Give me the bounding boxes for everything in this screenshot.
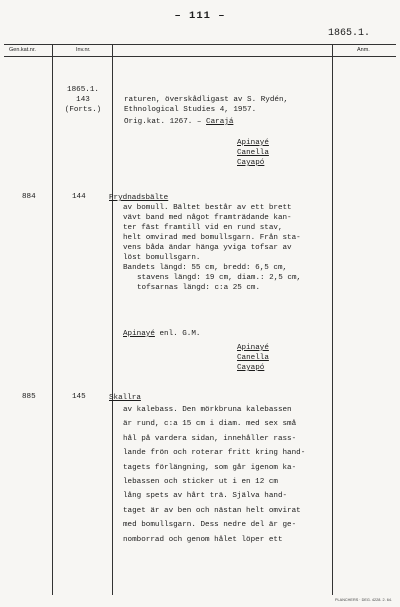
entry-1-tribes [237,138,269,168]
column-header-anm: Anm. [357,47,370,53]
entry-3-text [109,393,305,547]
entry-1-text [124,95,288,127]
entry-2-text-line: Bandets längd: 55 cm, bredd: 6,5 cm, [123,264,288,272]
orig-tribe: Carajá [206,118,234,126]
header-rule-bottom [4,56,396,57]
tribe-name: Cayapó [237,159,265,167]
entry-2-text-line: stavens längd: 19 cm, diam.: 2,5 cm, [137,274,302,282]
entry-1-inv-line: (Forts.) [64,106,102,114]
tribe-name: Apinayé [237,344,269,352]
entry-2-text-line: löst bomullsgarn. [123,254,201,262]
entry-2-text-line: ter fäst framtill vid en rund stav, [123,224,283,232]
entry-2-inv: 144 [72,193,86,201]
header-rule-top [4,44,396,45]
tribe-name: Apinayé [237,139,269,147]
tribe-name: Canella [237,354,269,362]
entry-3-text-line: taget är av ben och nästan helt omvirat [123,506,301,515]
entry-2-attribution [123,329,200,339]
entry-2-text-line: vens båda ändar hänga yviga tofsar av [123,244,292,252]
entry-2-title: Prydnadsbälte [109,194,169,202]
tribe-name: Canella [237,149,269,157]
printer-imprint: PLANCHERS · DEG. 4228. 2. 64. [335,598,392,602]
attribution-tribe: Apinayé [123,330,155,338]
column-divider-1 [52,44,53,595]
attribution-source: enl. G.M. [154,330,201,338]
tribe-name: Cayapó [237,364,265,372]
column-divider-3 [332,44,333,595]
entry-3-text-line: lebassen och sticker ut i en 12 cm [123,478,278,487]
entry-2-description [109,203,301,293]
entry-1-inv-line: 1865.1. [67,86,99,94]
column-header-gen-kat: Gen.kat.nr. [9,47,36,53]
entry-3-text-line: är rund, c:a 15 cm i diam. med sex små [123,420,297,429]
entry-3-text-line: hål på vardera sidan, innehåller rass- [123,434,297,443]
entry-3-gen-kat: 885 [22,393,36,401]
entry-2-text-line: tofsarnas längd: c:a 25 cm. [137,284,261,292]
entry-2-gen-kat: 884 [22,193,36,201]
entry-2-text-line: av bomull. Bältet består av ett brett [123,204,292,212]
entry-1-orig-kat [124,117,288,127]
entry-3-text-line: tagets förlängning, som går igenom ka- [123,463,297,472]
entry-3-inv: 145 [72,393,86,401]
accession-date: 1865.1. [327,28,370,39]
entry-3-text-line: lande frön och roterar fritt kring hand- [123,449,306,458]
entry-1-text-line: raturen, överskådligast av S. Rydén, [124,96,289,104]
entry-1-text-line: Ethnological Studies 4, 1957. [124,106,257,114]
entry-3-text-line: med bomullsgarn. Dess nedre del är ge- [123,521,297,530]
entry-3-title: Skallra [109,394,141,402]
entry-3-text-line: lång spets av hårt trä. Själva hand- [123,492,288,501]
entry-2-text-line: vävt band med något framträdande kan- [123,214,292,222]
entry-2-text [109,193,301,293]
entry-2-tribes [237,343,269,373]
entry-3-text-line: av kalebass. Den mörkbruna kalebassen [123,406,292,414]
entry-1-inv-line: 143 [76,96,90,104]
column-header-inv: Inv.nr. [76,47,91,53]
entry-1-inv [58,85,108,115]
entry-3-text-line: nomborrad och genom hålet löper ett [123,535,283,544]
orig-kat-label: Orig.kat. 1267. – [124,118,202,126]
page-number: – 111 – [174,10,226,22]
entry-2-text-line: helt omvirad med bomullsgarn. Från sta- [123,234,301,242]
entry-3-description [109,403,305,547]
